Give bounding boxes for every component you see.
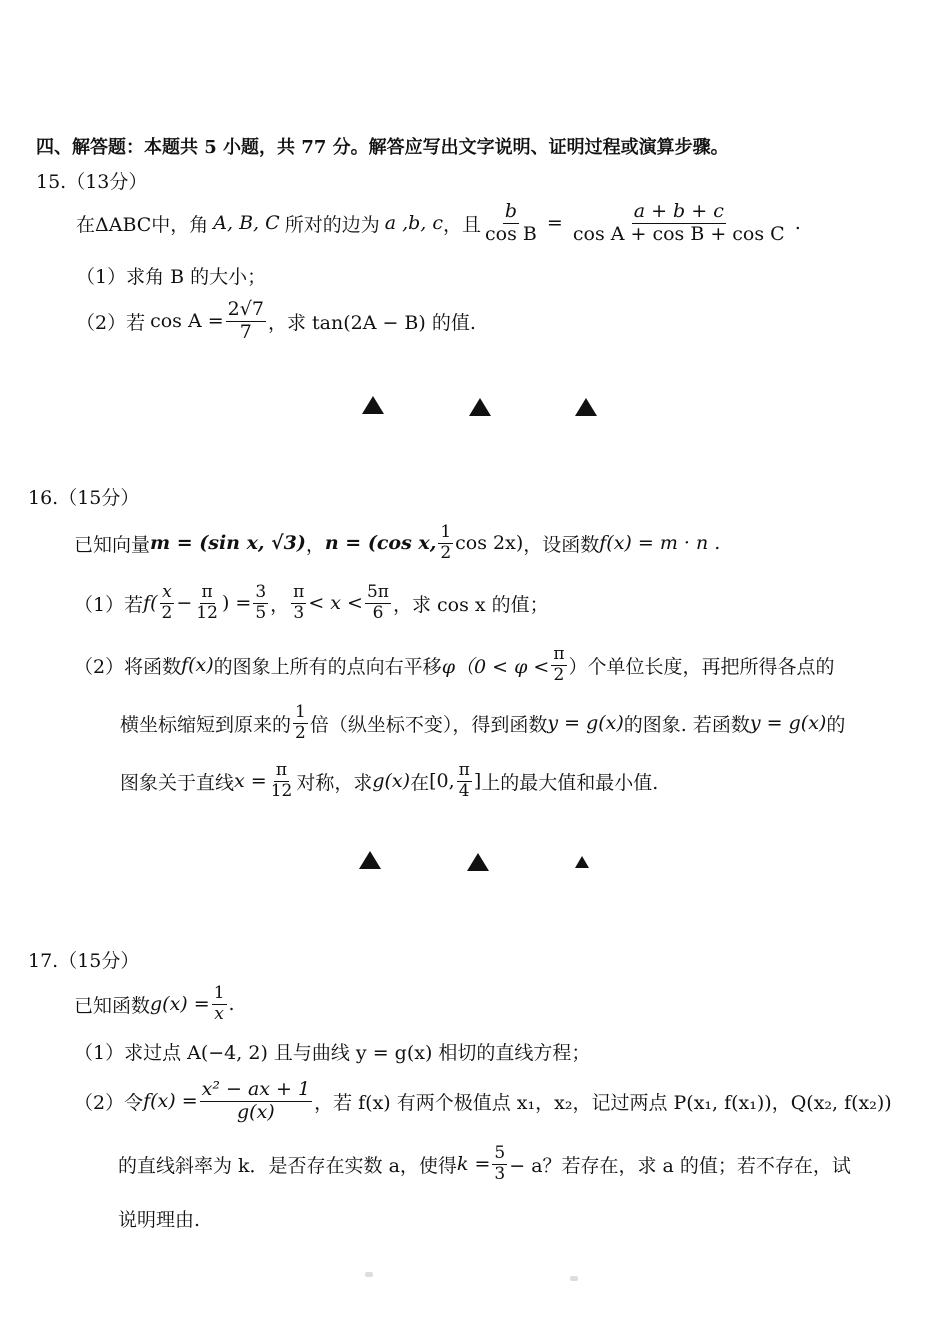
q16-pi-over-3: $\frac{\pi}{3}$ xyxy=(293,582,305,623)
q17-number: 17.（15分） xyxy=(28,950,140,972)
q16-pi-over-12-line3: $\frac{\pi}{12}$ xyxy=(270,760,293,801)
q15-number: 15.（13分） xyxy=(36,171,148,193)
q16-x-over-2: $\frac{x}{2}$ xyxy=(161,582,173,623)
q17-intro: 已知函数 g(x) = $\frac{1}{x}$ . xyxy=(74,983,235,1024)
scan-smudge xyxy=(365,1272,373,1277)
triangle-marker-icon xyxy=(467,853,489,871)
q15-intro: 在ΔABC中，角 A, B, C 所对的边为 a ,b, c ，且 $\frac{b}{\text{cos B}}$ = $\frac{a + b + c}{\text{cos A + cos B + cos C}}$ . xyxy=(76,200,801,245)
triangle-marker-icon xyxy=(362,396,384,414)
q15-cos-fraction: $\frac{2√7}{7}$ xyxy=(227,298,264,343)
q16-pi-over-12: $\frac{\pi}{12}$ xyxy=(196,582,218,623)
q16-part1: （1）若 f( $\frac{x}{2}$ − $\frac{\pi}{12}$ ) = $\frac{3}{5}$ ， $\frac{\pi}{3}$ < x < $\frac{5\pi}{6}$ ，求 cos x 的值； xyxy=(74,582,549,623)
q17-five-thirds: $\frac{5}{3}$ xyxy=(494,1143,506,1184)
triangle-marker-icon xyxy=(359,851,381,869)
q15-part1: （1）求角 B 的大小； xyxy=(76,266,267,288)
q16-intro: 已知向量 m = (sin x, √3) ， n = (cos x, $\frac{1}{2}$ cos 2x) ，设函数 f(x) = m · n . xyxy=(74,522,721,563)
q17-part2-line2: 的直线斜率为 k．是否存在实数 a，使得 k = $\frac{5}{3}$ − a？若存在，求 a 的值；若不存在，试 xyxy=(118,1143,851,1184)
q17-one-over-x: $\frac{1}{x}$ xyxy=(213,983,225,1024)
q16-part2-line1: （2）将函数 f(x) 的图象上所有的点向右平移 φ（0 < φ < $\frac{\pi}{2}$ ）个单位长度，再把所得各点的 xyxy=(74,644,835,685)
q17-f-fraction: $\frac{\text{x² − ax + 1}}{g(x)}$ xyxy=(201,1078,311,1123)
q16-5pi-over-6: $\frac{5\pi}{6}$ xyxy=(366,582,389,623)
q17-part2-line3: 说明理由. xyxy=(118,1209,201,1231)
q15-part2: （2）若 cos A = $\frac{2√7}{7}$ ，求 tan(2A − B) 的值. xyxy=(76,298,476,343)
q15-fraction-b-cosb: $\frac{b}{\text{cos B}}$ xyxy=(485,200,537,245)
q16-pi-over-4: $\frac{\pi}{4}$ xyxy=(458,760,470,801)
q16-number: 16.（15分） xyxy=(28,487,140,509)
q17-part2-line1: （2）令 f(x) = $\frac{\text{x² − ax + 1}}{g(x)}$ ，若 f(x) 有两个极值点 x₁，x₂，记过两点 P(x₁, f(x₁))，Q(x₂, f(x₂)) xyxy=(74,1078,892,1123)
q16-half-fraction-2: $\frac{1}{2}$ xyxy=(295,702,306,743)
triangle-marker-icon xyxy=(575,856,589,868)
q16-part2-line2: 横坐标缩短到原来的 $\frac{1}{2}$ 倍（纵坐标不变），得到函数 y = g(x) 的图象. 若函数 y = g(x) 的 xyxy=(120,702,846,743)
section-header: 四、解答题：本题共 5 小题，共 77 分。解答应写出文字说明、证明过程或演算步骤。 xyxy=(36,137,729,158)
q16-three-fifths: $\frac{3}{5}$ xyxy=(255,582,267,623)
q16-part2-line3: 图象关于直线 x = $\frac{\pi}{12}$ 对称，求 g(x) 在 [0, $\frac{\pi}{4}$ ] 上的最大值和最小值. xyxy=(120,760,659,801)
q17-part1: （1）求过点 A(−4, 2) 且与曲线 y = g(x) 相切的直线方程； xyxy=(74,1042,591,1064)
triangle-marker-icon xyxy=(575,398,597,416)
q16-pi-over-2: $\frac{\pi}{2}$ xyxy=(553,644,565,685)
q15-fraction-sum: $\frac{a + b + c}{\text{cos A + cos B + cos C}}$ xyxy=(572,200,785,245)
scan-smudge xyxy=(570,1276,578,1281)
triangle-marker-icon xyxy=(469,398,491,416)
q16-half-fraction: $\frac{1}{2}$ xyxy=(440,522,452,563)
